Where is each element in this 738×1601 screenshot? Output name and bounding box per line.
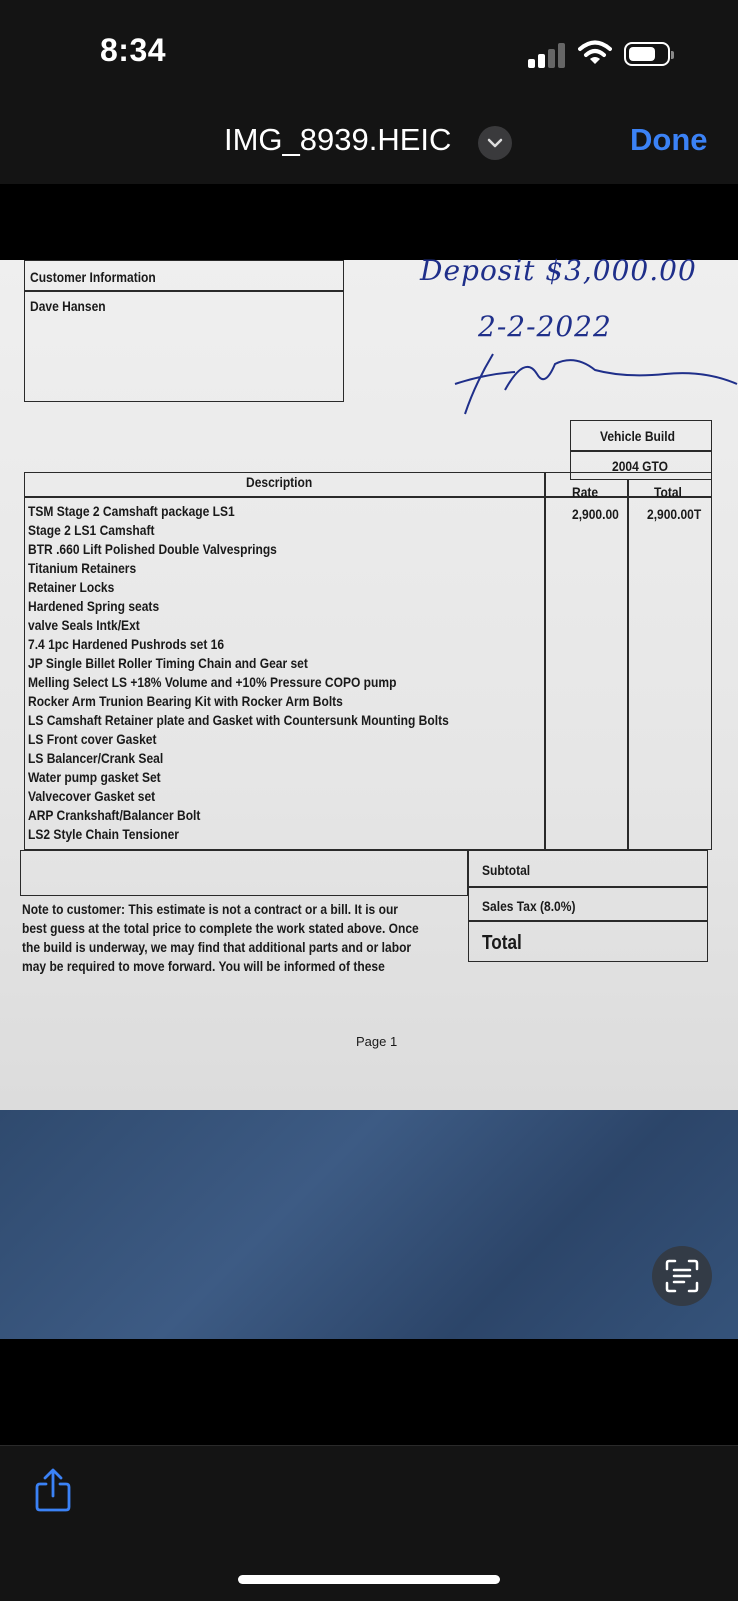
sales-tax-label: Sales Tax (8.0%)	[482, 898, 576, 914]
live-text-icon[interactable]	[652, 1246, 712, 1306]
home-indicator[interactable]	[238, 1575, 500, 1584]
line-items	[28, 502, 449, 844]
list-item: JP Single Billet Roller Timing Chain and Gear set	[28, 655, 308, 671]
estimate-document	[0, 254, 738, 1110]
list-item: BTR .660 Lift Polished Double Valvesprings	[28, 541, 277, 557]
file-title[interactable]: IMG_8939.HEIC	[224, 122, 452, 157]
status-time: 8:34	[100, 32, 167, 68]
list-item: Rocker Arm Trunion Bearing Kit with Rocker Arm Bolts	[28, 693, 343, 709]
share-icon[interactable]	[34, 1468, 72, 1517]
vehicle-name: 2004 GTO	[612, 458, 669, 474]
note-line: the build is underway, we may find that additional parts and or labor	[22, 939, 412, 955]
subtotal-label: Subtotal	[482, 862, 531, 878]
description-header: Description	[246, 474, 313, 490]
list-item: Stage 2 LS1 Camshaft	[28, 522, 155, 538]
first-rate: 2,900.00	[572, 506, 619, 522]
customer-info-label: Customer Information	[30, 269, 156, 285]
photo-viewer[interactable]	[0, 184, 738, 1339]
first-total: 2,900.00T	[647, 506, 702, 522]
battery-icon	[624, 42, 670, 66]
handwritten-date: 2-2-2022	[478, 310, 612, 343]
page-number: Page 1	[356, 1034, 398, 1049]
list-item: Water pump gasket Set	[28, 769, 161, 785]
list-item: Valvecover Gasket set	[28, 788, 156, 804]
background-fabric	[0, 1110, 738, 1339]
list-item: Titanium Retainers	[28, 560, 137, 576]
list-item: ARP Crankshaft/Balancer Bolt	[28, 807, 201, 823]
list-item: LS Balancer/Crank Seal	[28, 750, 164, 766]
list-item: valve Seals Intk/Ext	[28, 617, 140, 633]
list-item: Melling Select LS +18% Volume and +10% Pressure COPO pump	[28, 674, 397, 690]
note-area-box	[20, 850, 468, 896]
list-item: Retainer Locks	[28, 579, 115, 595]
wifi-icon	[578, 40, 612, 71]
note-line: may be required to move forward. You will be informed of these	[22, 958, 385, 974]
customer-name: Dave Hansen	[30, 298, 106, 314]
chevron-down-icon[interactable]	[478, 126, 512, 160]
note-line: best guess at the total price to complete the work stated above. Once	[22, 920, 419, 936]
list-item: LS Front cover Gasket	[28, 731, 157, 747]
total-label: Total	[482, 932, 522, 954]
vehicle-label: Vehicle Build	[600, 428, 675, 444]
list-item: TSM Stage 2 Camshaft package LS1	[28, 503, 235, 519]
customer-note	[22, 900, 419, 976]
rate-header: Rate	[572, 484, 599, 500]
handwritten-deposit: Deposit $3,000.00	[420, 254, 697, 287]
signature	[445, 344, 738, 420]
cellular-signal-icon	[528, 42, 566, 68]
total-header: Total	[654, 484, 682, 500]
done-button[interactable]: Done	[630, 122, 708, 157]
list-item: Hardened Spring seats	[28, 598, 160, 614]
list-item: LS2 Style Chain Tensioner	[28, 826, 179, 842]
list-item: LS Camshaft Retainer plate and Gasket with Countersunk Mounting Bolts	[28, 712, 449, 728]
list-item: 7.4 1pc Hardened Pushrods set 16	[28, 636, 225, 652]
note-line: Note to customer: This estimate is not a contract or a bill. It is our	[22, 901, 398, 917]
